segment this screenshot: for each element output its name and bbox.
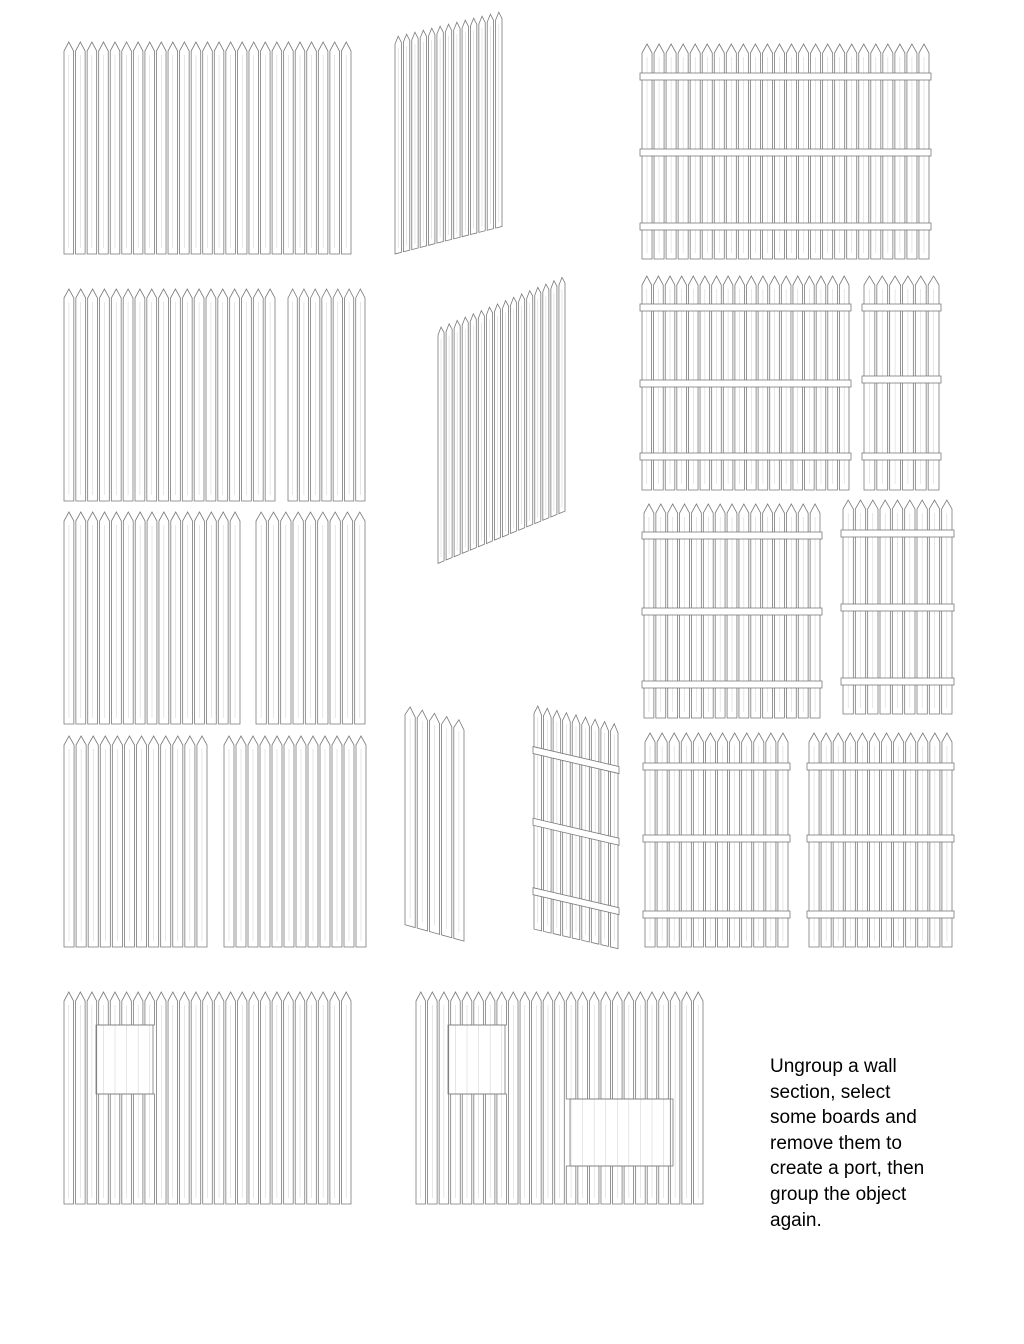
wall-straight-5-section [256, 512, 365, 724]
port-opening [96, 1025, 153, 1094]
wall-skewed-3-section [405, 707, 464, 941]
fence-rail [807, 911, 954, 918]
fence-rail [640, 149, 931, 156]
fence-railed-7-section [807, 733, 954, 947]
fence-rail [841, 678, 954, 685]
fence-rail [642, 532, 822, 539]
fence-rail [643, 763, 790, 770]
wall-straight-2-section [64, 289, 275, 501]
fence-railed-5-section [841, 500, 954, 714]
fence-railed-4-section [642, 504, 822, 718]
fence-rail [862, 304, 941, 311]
instructions-text: Ungroup a wall section, select some boards and remove them to create a port, then group the object again. [770, 1056, 925, 1231]
wall-straight-7-section [224, 736, 366, 947]
wall-with-port-1-section [64, 992, 351, 1204]
wall-straight-1-section [64, 42, 351, 254]
fence-rail [807, 835, 954, 842]
fence-rail [640, 453, 851, 460]
fence-rail [640, 304, 851, 311]
wall-straight-4-section [64, 512, 240, 724]
fence-rail [862, 376, 941, 383]
fence-railed-2-section [640, 276, 851, 490]
fence-rail [841, 530, 954, 537]
fence-rail [862, 453, 941, 460]
fence-rail [640, 73, 931, 80]
wall-with-port-2-section [416, 992, 703, 1204]
fence-rail [807, 763, 954, 770]
port-opening [448, 1025, 505, 1094]
fence-railed-1-section [640, 44, 931, 259]
fence-rail [643, 835, 790, 842]
wall-straight-6-section [64, 736, 207, 947]
fence-rail [841, 604, 954, 611]
fence-rail [640, 380, 851, 387]
fence-rail [642, 608, 822, 615]
wall-skewed-2-section [438, 277, 565, 563]
fence-rail [643, 911, 790, 918]
fence-railed-6-section [643, 733, 790, 947]
wall-skewed-1-section [395, 12, 502, 254]
port-opening [570, 1099, 673, 1166]
fence-rail [642, 681, 822, 688]
fence-railed-skewed-section [533, 706, 619, 949]
fence-railed-3-section [862, 276, 941, 490]
wall-straight-3-section [288, 289, 365, 501]
fence-rail [640, 223, 931, 230]
